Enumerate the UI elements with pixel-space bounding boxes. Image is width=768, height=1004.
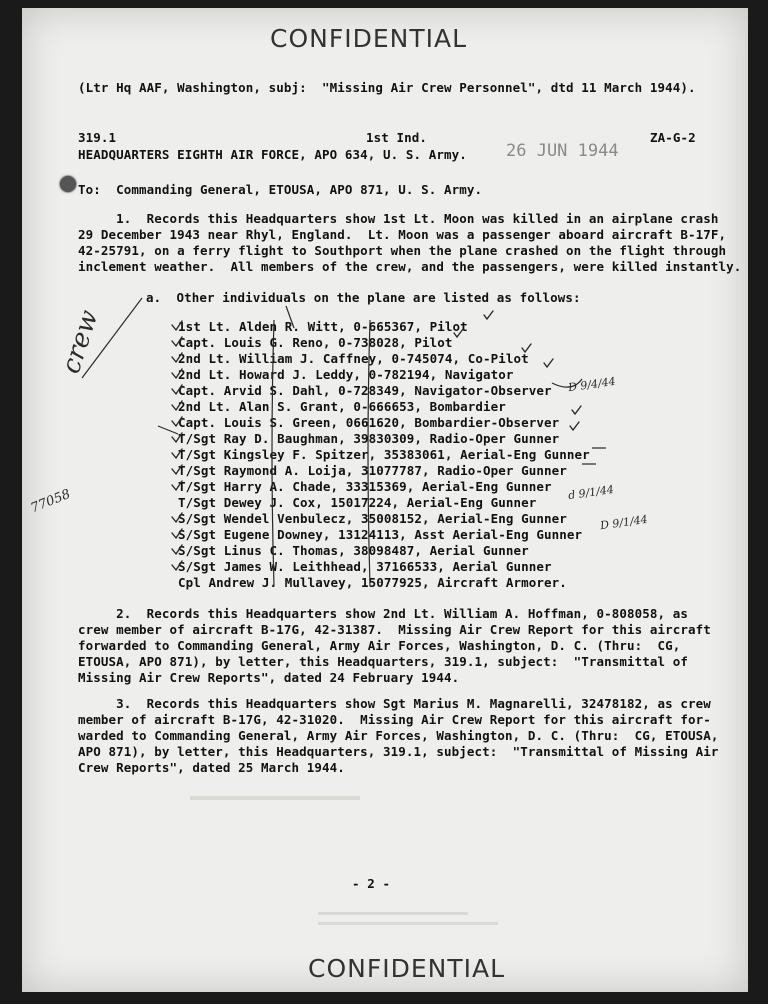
crew-item: 1st Lt. Alden R. Witt, 0-665367, Pilot	[178, 319, 468, 334]
para2-line-5: Missing Air Crew Reports", dated 24 February 1944.	[78, 670, 460, 685]
check-mark-icon	[172, 353, 182, 362]
handwritten-note-dahl: D 9/4/44	[567, 374, 617, 395]
crew-item: 2nd Lt. Howard J. Leddy, 0-782194, Navigator	[178, 367, 514, 382]
crew-item: 2nd Lt. William J. Caffney, 0-745074, Co-Pilot	[178, 351, 529, 366]
check-mark-icon	[172, 465, 182, 474]
para3-line-4: APO 871), by letter, this Headquarters, 319.1, subject: "Transmittal of Missing Air	[78, 744, 719, 759]
bracket-marks	[82, 298, 606, 586]
crew-item: T/Sgt Kingsley F. Spitzer, 35383061, Aerial-Eng Gunner	[178, 447, 590, 462]
check-mark-icon	[522, 344, 531, 352]
check-mark-icon	[172, 449, 182, 458]
code: ZA-G-2	[650, 130, 696, 145]
pen-marks	[22, 8, 748, 992]
handwritten-margin-word: crew	[56, 306, 105, 378]
para1-line-1: 1. Records this Headquarters show 1st Lt. Moon was killed in an airplane crash	[78, 211, 719, 226]
crew-item: S/Sgt Eugene Downey, 13124113, Asst Aerial-Eng Gunner	[178, 527, 583, 542]
check-mark-icon	[172, 561, 182, 570]
crew-item: T/Sgt Harry A. Chade, 33315369, Aerial-Eng Gunner	[178, 479, 552, 494]
check-mark-icon	[172, 481, 182, 490]
crew-item: Capt. Arvid S. Dahl, 0-728349, Navigator-Observer	[178, 383, 552, 398]
crew-item: S/Sgt James W. Leithhead, 37166533, Aerial Gunner	[178, 559, 552, 574]
check-mark-icon	[172, 513, 182, 522]
para3-line-1: 3. Records this Headquarters show Sgt Marius M. Magnarelli, 32478182, as crew	[78, 696, 711, 711]
pen-tick	[158, 426, 178, 434]
check-mark-icon	[172, 337, 182, 346]
pen-bracket	[272, 320, 274, 586]
pen-bracket	[368, 320, 370, 586]
crew-item: Capt. Louis S. Green, 0661620, Bombardier-Observer	[178, 415, 560, 430]
crew-item: T/Sgt Raymond A. Loija, 31077787, Radio-Oper Gunner	[178, 463, 567, 478]
pen-stroke	[552, 379, 582, 387]
page-number: - 2 -	[352, 876, 391, 891]
check-mark-icon	[172, 417, 182, 426]
check-mark-icon	[172, 321, 182, 330]
para3-line-3: warded to Commanding General, Army Air Forces, Washington, D. C. (Thru: CG, ETOUSA,	[78, 728, 719, 743]
crew-item: 2nd Lt. Alan S. Grant, 0-666653, Bombardier	[178, 399, 506, 414]
endorsement: 1st Ind.	[366, 130, 428, 145]
check-marks	[172, 311, 581, 570]
handwritten-margin-number: 77058	[28, 486, 73, 517]
crew-item: S/Sgt Linus C. Thomas, 38098487, Aerial Gunner	[178, 543, 529, 558]
crew-item: S/Sgt Wendel Venbulecz, 35008152, Aerial-Eng Gunner	[178, 511, 567, 526]
crew-item: T/Sgt Dewey J. Cox, 15017224, Aerial-Eng Gunner	[178, 495, 537, 510]
handwritten-note-downey: D 9/1/44	[599, 512, 649, 533]
pen-stroke	[82, 298, 142, 378]
check-mark-icon	[544, 359, 553, 367]
crew-item: Cpl Andrew J. Mullavey, 15077925, Aircraft Armorer.	[178, 575, 567, 590]
check-mark-icon	[172, 529, 182, 538]
check-mark-icon	[454, 329, 463, 337]
crew-item: T/Sgt Ray D. Baughman, 39830309, Radio-Oper Gunner	[178, 431, 560, 446]
para1-line-2: 29 December 1943 near Rhyl, England. Lt. Moon was a passenger aboard aircraft B-17F,	[78, 227, 727, 242]
crew-item: Capt. Louis G. Reno, 0-738028, Pilot	[178, 335, 453, 350]
para2-line-2: crew member of aircraft B-17G, 42-31387. Missing Air Crew Report for this aircraft	[78, 622, 711, 637]
para1-line-4: inclement weather. All members of the crew, and the passengers, were killed instantly.	[78, 259, 742, 274]
check-mark-icon	[172, 401, 182, 410]
document-page	[22, 8, 748, 992]
classification-bottom: CONFIDENTIAL	[308, 954, 506, 983]
check-mark-icon	[172, 545, 182, 554]
check-mark-icon	[570, 422, 579, 430]
handwritten-note-cox: d 9/1/44	[567, 482, 615, 503]
check-mark-icon	[572, 406, 581, 414]
from-line: HEADQUARTERS EIGHTH AIR FORCE, APO 634, U. S. Army.	[78, 147, 467, 162]
para3-line-5: Crew Reports", dated 25 March 1944.	[78, 760, 345, 775]
reference-line: (Ltr Hq AAF, Washington, subj: "Missing Air Crew Personnel", dtd 11 March 1944).	[78, 80, 696, 95]
para1-line-3: 42-25791, on a ferry flight to Southport when the plane crashed on the flight through	[78, 243, 727, 258]
para2-line-4: ETOUSA, APO 871), by letter, this Headquarters, 319.1, subject: "Transmittal of	[78, 654, 689, 669]
para2-line-1: 2. Records this Headquarters show 2nd Lt. William A. Hoffman, 0-808058, as	[78, 606, 689, 621]
para3-line-2: member of aircraft B-17G, 42-31020. Missing Air Crew Report for this aircraft for-	[78, 712, 711, 727]
classification-top: CONFIDENTIAL	[270, 24, 468, 53]
pen-strike	[286, 306, 294, 328]
to-line: To: Commanding General, ETOUSA, APO 871, U. S. Army.	[78, 182, 483, 197]
file-number: 319.1	[78, 130, 117, 145]
para2-line-3: forwarded to Commanding General, Army Air Forces, Washington, D. C. (Thru: CG,	[78, 638, 681, 653]
check-mark-icon	[172, 369, 182, 378]
date-stamp: 26 JUN 1944	[506, 141, 619, 161]
check-mark-icon	[172, 385, 182, 394]
list-intro: a. Other individuals on the plane are listed as follows:	[146, 290, 581, 305]
check-mark-icon	[172, 433, 182, 442]
check-mark-icon	[484, 311, 493, 319]
